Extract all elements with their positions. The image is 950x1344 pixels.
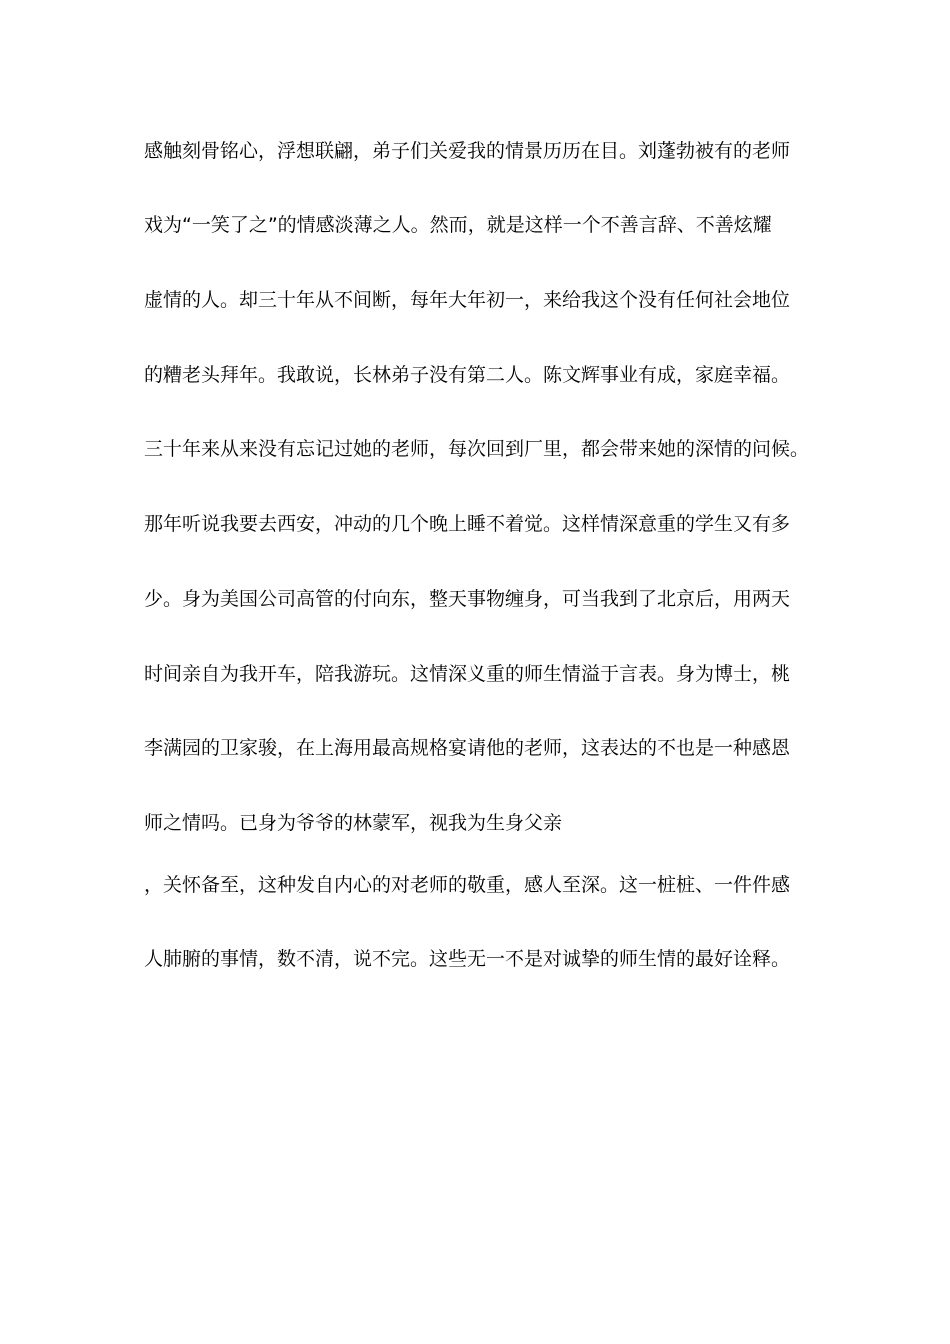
text-line: 人肺腑的事情，数不清，说不完。这些无一不是对诚挚的师生情的最好诠释。 — [144, 948, 791, 970]
text-line: 那年听说我要去西安，冲动的几个晚上睡不着觉。这样情深意重的学生又有多 — [144, 513, 791, 535]
text-line: 感触刻骨铭心，浮想联翩，弟子们关爱我的情景历历在目。刘蓬勃被有的老师 — [144, 140, 791, 162]
text-line: 李满园的卫家骏，在上海用最高规格宴请他的老师，这表达的不也是一种感恩 — [144, 737, 791, 759]
text-line: 虚情的人。却三十年从不间断，每年大年初一，来给我这个没有任何社会地位 — [144, 289, 791, 311]
text-line: 三十年来从来没有忘记过她的老师，每次回到厂里，都会带来她的深情的问候。 — [144, 438, 810, 460]
text-line: 少。身为美国公司高管的付向东，整天事物缠身，可当我到了北京后，用两天 — [144, 588, 791, 610]
text-line: 时间亲自为我开车，陪我游玩。这情深义重的师生情溢于言表。身为博士，桃 — [144, 663, 791, 685]
text-line: 戏为“一笑了之”的情感淡薄之人。然而，就是这样一个不善言辞、不善炫耀 — [144, 214, 772, 236]
text-line: 师之情吗。已身为爷爷的林蒙军，视我为生身父亲 — [144, 812, 563, 834]
text-line: 的糟老头拜年。我敢说，长林弟子没有第二人。陈文辉事业有成，家庭幸福。 — [144, 364, 791, 386]
text-line: ，关怀备至，这种发自内心的对老师的敬重，感人至深。这一桩桩、一件件感 — [144, 874, 791, 896]
